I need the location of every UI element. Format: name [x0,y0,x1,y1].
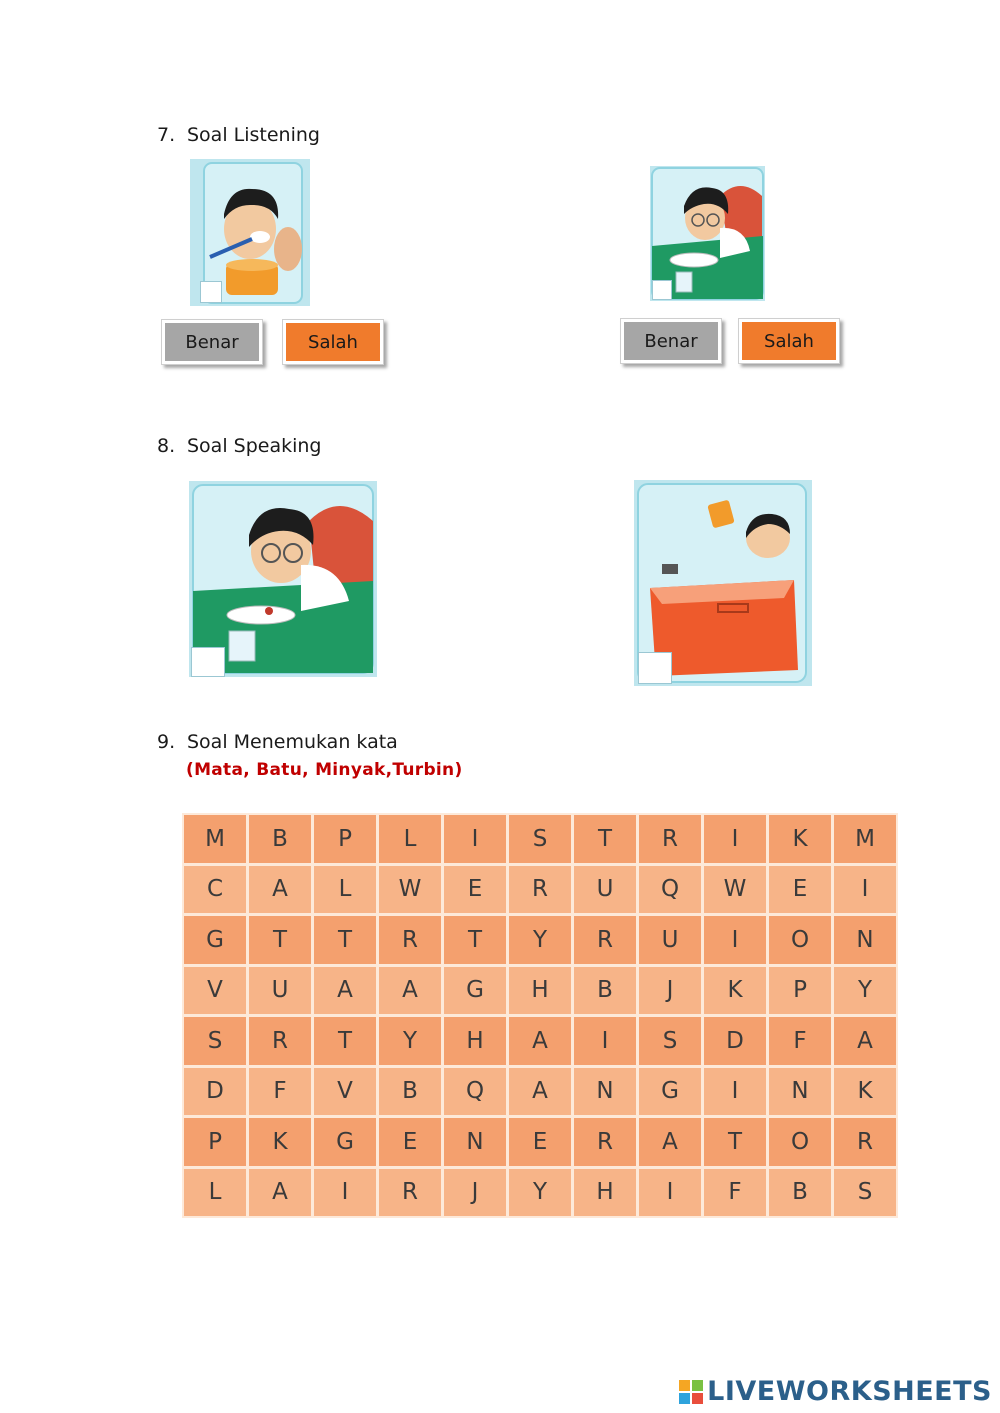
grid-cell[interactable]: S [184,1017,246,1065]
grid-cell[interactable]: I [444,815,506,863]
grid-cell[interactable]: T [314,1017,376,1065]
grid-cell[interactable]: T [574,815,636,863]
picture-boy-bathing [634,480,812,686]
picture-boy-brushing-teeth [190,159,310,306]
grid-cell[interactable]: N [444,1118,506,1166]
grid-cell[interactable]: A [834,1017,896,1065]
grid-cell[interactable]: P [769,967,831,1015]
grid-cell[interactable]: H [509,967,571,1015]
word-list: (Mata, Batu, Minyak,Turbin) [186,760,463,780]
grid-cell[interactable]: R [249,1017,311,1065]
grid-cell[interactable]: T [249,916,311,964]
grid-cell[interactable]: P [314,815,376,863]
grid-cell[interactable]: F [704,1169,766,1217]
grid-cell[interactable]: N [834,916,896,964]
grid-cell[interactable]: P [184,1118,246,1166]
grid-cell[interactable]: I [704,815,766,863]
grid-cell[interactable]: F [249,1068,311,1116]
grid-cell[interactable]: A [249,1169,311,1217]
grid-cell[interactable]: H [444,1017,506,1065]
grid-cell[interactable]: A [379,967,441,1015]
checkbox[interactable] [191,647,225,677]
grid-cell[interactable]: I [639,1169,701,1217]
grid-cell[interactable]: L [379,815,441,863]
grid-cell[interactable]: A [639,1118,701,1166]
grid-cell[interactable]: G [639,1068,701,1116]
grid-cell[interactable]: A [509,1068,571,1116]
grid-cell[interactable]: B [249,815,311,863]
grid-cell[interactable]: Q [639,866,701,914]
grid-cell[interactable]: I [834,866,896,914]
grid-cell[interactable]: K [249,1118,311,1166]
word-search-grid [182,813,898,1218]
grid-cell[interactable]: I [704,916,766,964]
grid-cell[interactable]: H [574,1169,636,1217]
grid-cell[interactable]: G [314,1118,376,1166]
grid-cell[interactable]: R [379,916,441,964]
grid-cell[interactable]: T [444,916,506,964]
grid-cell[interactable]: N [769,1068,831,1116]
grid-cell[interactable]: O [769,916,831,964]
grid-cell[interactable]: R [509,866,571,914]
grid-cell[interactable]: M [184,815,246,863]
picture-man-eating-meal-large [189,481,377,677]
grid-cell[interactable]: R [639,815,701,863]
grid-cell[interactable]: I [704,1068,766,1116]
grid-cell[interactable]: I [574,1017,636,1065]
grid-cell[interactable]: R [574,1118,636,1166]
grid-cell[interactable]: L [184,1169,246,1217]
q9-title: 9. Soal Menemukan kata [157,731,398,753]
checkbox[interactable] [638,652,672,684]
grid-cell[interactable]: G [444,967,506,1015]
grid-cell[interactable]: S [509,815,571,863]
grid-cell[interactable]: D [704,1017,766,1065]
grid-cell[interactable]: T [704,1118,766,1166]
grid-cell[interactable]: S [834,1169,896,1217]
picture-man-eating-meal [650,166,765,301]
grid-cell[interactable]: V [314,1068,376,1116]
grid-cell[interactable]: L [314,866,376,914]
grid-cell[interactable]: U [249,967,311,1015]
grid-cell[interactable]: S [639,1017,701,1065]
grid-cell[interactable]: K [769,815,831,863]
grid-cell[interactable]: U [574,866,636,914]
grid-cell[interactable]: E [509,1118,571,1166]
grid-cell[interactable]: B [769,1169,831,1217]
grid-cell[interactable]: O [769,1118,831,1166]
brand-name: LIVEWORKSHEETS [707,1376,992,1407]
grid-cell[interactable]: A [314,967,376,1015]
grid-cell[interactable]: N [574,1068,636,1116]
grid-cell[interactable]: C [184,866,246,914]
grid-cell[interactable]: B [379,1068,441,1116]
grid-cell[interactable]: F [769,1017,831,1065]
salah-button-2[interactable]: Salah [738,318,840,364]
grid-cell[interactable]: Y [509,916,571,964]
benar-button-1[interactable]: Benar [161,319,263,365]
grid-cell[interactable]: B [574,967,636,1015]
q7-title: 7. Soal Listening [157,124,320,146]
grid-cell[interactable]: E [444,866,506,914]
checkbox[interactable] [652,280,672,300]
grid-cell[interactable]: T [314,916,376,964]
grid-cell[interactable]: V [184,967,246,1015]
grid-cell[interactable]: W [379,866,441,914]
q8-title: 8. Soal Speaking [157,435,322,457]
grid-cell[interactable]: U [639,916,701,964]
grid-cell[interactable]: R [379,1169,441,1217]
grid-cell[interactable]: E [769,866,831,914]
benar-button-2[interactable]: Benar [620,318,722,364]
grid-cell[interactable]: Y [834,967,896,1015]
grid-cell[interactable]: R [834,1118,896,1166]
grid-cell[interactable]: I [314,1169,376,1217]
grid-cell[interactable]: A [249,866,311,914]
grid-cell[interactable]: K [834,1068,896,1116]
grid-cell[interactable]: Y [379,1017,441,1065]
grid-cell[interactable]: Q [444,1068,506,1116]
grid-cell[interactable]: M [834,815,896,863]
grid-cell[interactable]: W [704,866,766,914]
checkbox[interactable] [200,281,222,303]
logo-mark-icon [679,1380,703,1404]
grid-cell[interactable]: K [704,967,766,1015]
grid-cell[interactable]: J [639,967,701,1015]
grid-cell[interactable]: G [184,916,246,964]
grid-cell[interactable]: D [184,1068,246,1116]
liveworksheets-logo [679,1376,992,1407]
grid-cell[interactable]: E [379,1118,441,1166]
grid-cell[interactable]: J [444,1169,506,1217]
salah-button-1[interactable]: Salah [282,319,384,365]
grid-cell[interactable]: Y [509,1169,571,1217]
grid-cell[interactable]: R [574,916,636,964]
grid-cell[interactable]: A [509,1017,571,1065]
